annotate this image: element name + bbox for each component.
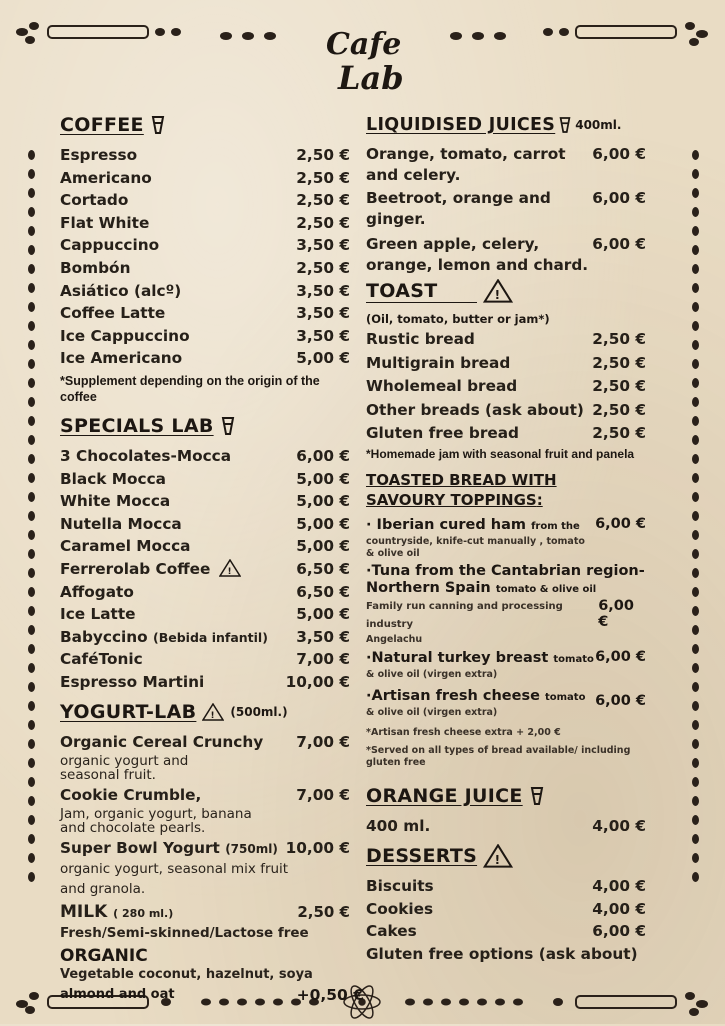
allergen-warning-icon (483, 844, 513, 868)
toasted-note2a: *Served on all types of bread available/ including (366, 744, 631, 756)
svg-text:!: ! (210, 711, 215, 722)
juices-list (366, 144, 656, 276)
menu-item: White Mocca 5,00 € (60, 492, 350, 511)
yogurt-size: (500ml.) (230, 705, 288, 720)
cafe-lab-logo (316, 14, 406, 104)
menu-item: 400 ml. 4,00 € (366, 816, 646, 835)
coffee-list (60, 144, 350, 370)
menu-item: Cookies 4,00 € (366, 899, 646, 918)
menu-item: Cookie Crumble, 7,00 € (60, 786, 350, 805)
menu-item: Bombón 2,50 € (60, 258, 350, 277)
menu-item: Biscuits 4,00 € (366, 877, 646, 896)
desserts-header (366, 843, 656, 869)
item-desc: and granola. (60, 881, 146, 898)
specials-title: SPECIALS LAB (60, 414, 214, 437)
juices-header (366, 112, 656, 138)
menu-item: Ferrerolab Coffee ! 6,50 € (60, 559, 350, 578)
right-border (684, 60, 706, 960)
allergen-warning-icon (202, 703, 224, 721)
specials-list (60, 445, 350, 694)
svg-text:!: ! (495, 288, 501, 302)
menu-item: Super Bowl Yogurt (750ml) 10,00 € (60, 838, 350, 857)
toasted-list (366, 516, 656, 719)
menu-item: Wholemeal bread 2,50 € (366, 377, 646, 395)
organic-desc: Vegetable coconut, hazelnut, soya (60, 966, 313, 982)
glass-icon (150, 115, 166, 135)
yogurt-header (60, 699, 350, 725)
menu-item: Americano 2,50 € (60, 168, 350, 187)
yogurt-title: YOGURT-LAB (60, 701, 197, 724)
right-column (366, 112, 656, 965)
juices-title: LIQUIDISED JUICES (366, 115, 556, 135)
desserts-list (366, 875, 656, 943)
menu-item: Flat White 2,50 € (60, 213, 350, 232)
menu-item: Asiático (alcº) 3,50 € (60, 281, 350, 300)
svg-text:Cafe: Cafe (326, 27, 402, 62)
toast-list (366, 328, 656, 446)
toasted-note2b: gluten free (366, 756, 426, 768)
yogurt-list (60, 731, 350, 899)
menu-item: ·Natural turkey breast tomato & olive oil (virgen extra) 6,00 € (366, 648, 646, 680)
toasted-note1: *Artisan fresh cheese extra + 2,00 € (366, 726, 561, 738)
toast-note: *Homemade jam with seasonal fruit and panela (366, 446, 635, 461)
menu-item: ·Artisan fresh cheese tomato & olive oil (virgen extra) 6,00 € (366, 687, 646, 718)
item-desc: organic yogurt and (60, 753, 189, 770)
menu-item: Green apple, celery, orange, lemon and chard. 6,00 € (366, 235, 646, 274)
menu-item: Orange, tomato, carrot and celery. 6,00 € (366, 145, 646, 184)
allergen-warning-icon (483, 279, 513, 303)
specials-header (60, 413, 350, 439)
menu-item: Caramel Mocca 5,00 € (60, 537, 350, 556)
menu-item: Babyccino (Bebida infantil) 3,50 € (60, 627, 350, 646)
toast-title: TOAST (366, 280, 477, 303)
coffee-title: COFFEE (60, 114, 144, 136)
menu-item: 3 Chocolates-Mocca 6,00 € (60, 446, 350, 465)
glass-icon (529, 786, 545, 806)
milk-row: MILK ( 280 ml.) 2,50 € (60, 902, 350, 923)
menu-item: Nutella Mocca 5,00 € (60, 514, 350, 533)
menu-item: Cappuccino 3,50 € (60, 236, 350, 255)
milk-desc: Fresh/Semi-skinned/Lactose free (60, 924, 309, 941)
svg-text:Lab: Lab (338, 59, 404, 97)
item-desc: organic yogurt, seasonal mix fruit (60, 861, 289, 878)
menu-item: · Iberian cured ham from the countryside, knife-cut manually , tomato & olive oil 6,00 € (366, 515, 646, 559)
menu-item: Espresso Martini 10,00 € (60, 672, 350, 691)
allergen-warning-icon (219, 559, 241, 577)
organic-title: ORGANIC (60, 945, 148, 966)
menu-item: Organic Cereal Crunchy 7,00 € (60, 733, 350, 752)
menu-item: CaféTonic 7,00 € (60, 650, 350, 669)
glass-icon (558, 115, 572, 135)
toasted-title: TOASTED BREAD WITH SAVOURY TOPPINGS: (366, 470, 557, 509)
menu-item: Rustic bread 2,50 € (366, 330, 646, 348)
menu-item: Cortado 2,50 € (60, 191, 350, 210)
menu-item: Cakes 6,00 € (366, 922, 646, 941)
menu-item: Beetroot, orange and ginger. 6,00 € (366, 189, 646, 228)
coffee-header (60, 112, 350, 138)
left-column (60, 112, 364, 1006)
coffee-note: *Supplement depending on the origin of the coffee (60, 373, 320, 404)
desserts-title: DESSERTS (366, 845, 478, 868)
desserts-note: Gluten free options (ask about) (366, 944, 638, 963)
menu-item: Multigrain bread 2,50 € (366, 353, 646, 372)
left-border (20, 60, 42, 960)
menu-item: Espresso 2,50 € (60, 146, 350, 164)
menu-item: Ice Cappuccino 3,50 € (60, 326, 350, 345)
glass-icon (220, 416, 236, 436)
organic-row: almond and oat +0,50 € (60, 985, 364, 1004)
menu-item: ·Tuna from the Cantabrian region- Northern Spain tomato & olive oil Family run canning and processing industry 6,00 € Angelachu (366, 562, 645, 645)
juices-size: 400ml. (575, 118, 622, 132)
menu-item: Affogato 6,50 € (60, 582, 350, 601)
menu-item: Other breads (ask about) 2,50 € (366, 400, 646, 419)
item-desc: Jam, organic yogurt, banana (60, 805, 252, 822)
menu-item: Gluten free bread 2,50 € (366, 424, 646, 442)
orange-title: ORANGE JUICE (366, 784, 523, 807)
svg-text:!: ! (227, 566, 232, 577)
item-desc: seasonal fruit. (60, 767, 156, 784)
toast-header (366, 278, 656, 304)
toast-subtitle: (Oil, tomato, butter or jam*) (366, 312, 550, 326)
item-desc: and chocolate pearls. (60, 819, 206, 836)
menu-item: Black Mocca 5,00 € (60, 469, 350, 488)
orange-header (366, 783, 656, 809)
menu-item: Ice Latte 5,00 € (60, 605, 350, 624)
menu-item: Ice Americano 5,00 € (60, 349, 350, 368)
menu-item: Coffee Latte 3,50 € (60, 304, 350, 323)
svg-text:!: ! (494, 853, 501, 868)
